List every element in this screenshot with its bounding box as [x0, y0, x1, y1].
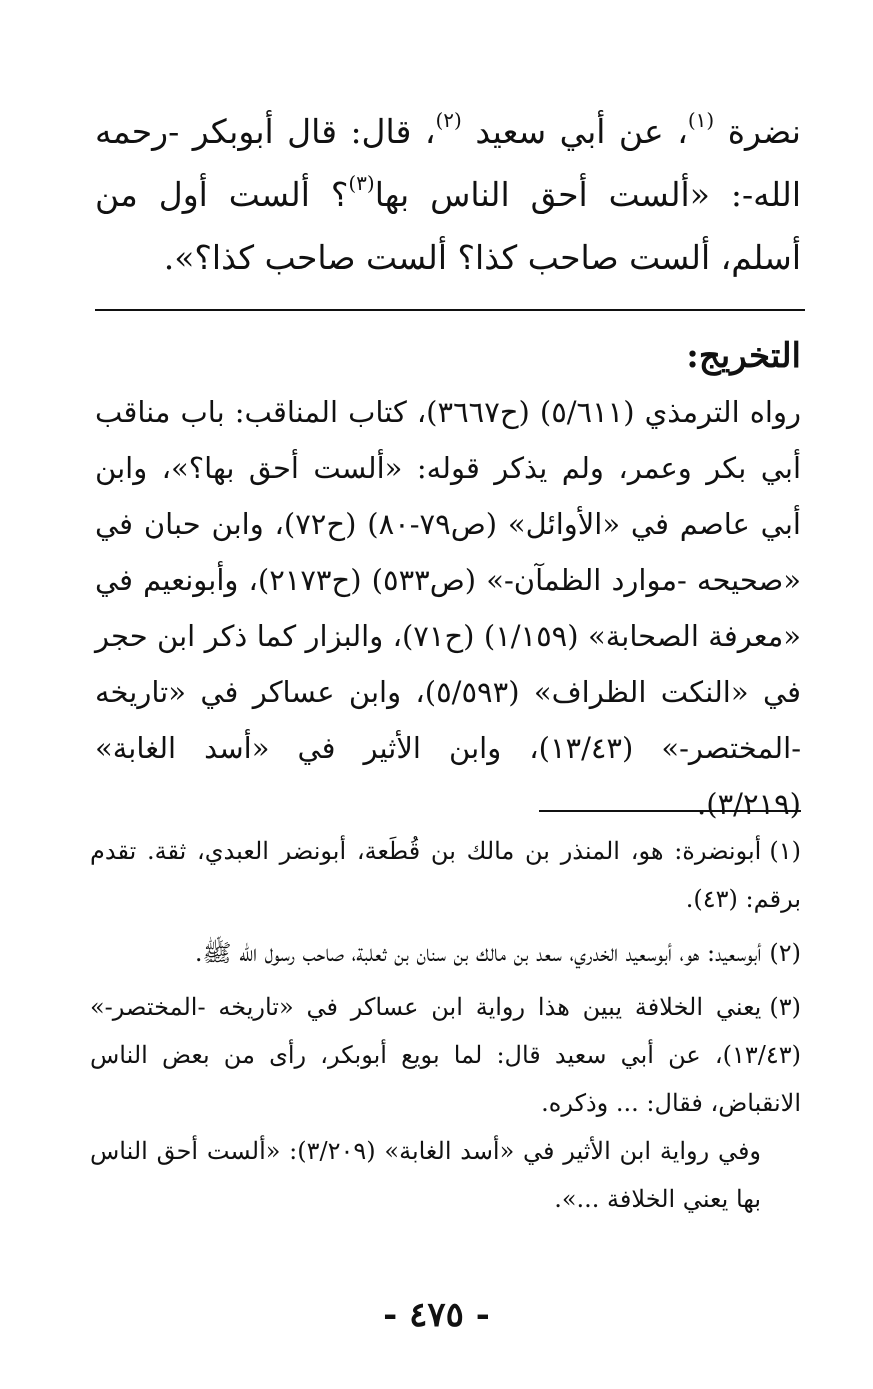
footnote-ref-1[interactable]: (١) — [687, 108, 715, 132]
footnote-continuation: وفي رواية ابن الأثير في «أسد الغابة» (٣/٢٠٩): «ألست أحق الناس بها يعني الخلافة ...». — [90, 1137, 762, 1213]
footnote-3 — [90, 983, 801, 1223]
footnote-number: (٣) — [769, 993, 801, 1021]
footnote-text: يعني الخلافة يبين هذا رواية ابن عساكر في «تاريخه -المختصر-» (١٣/٤٣)، عن أبي سعيد قال: لما بويع أبوبكر، رأى من بعض الناس الانقباض، فقال: ... وذكره. — [90, 993, 801, 1117]
footnote-1 — [90, 827, 801, 923]
section-heading: التخريج: — [686, 336, 801, 376]
footnote-number: (١) — [769, 837, 801, 865]
footnote-2 — [90, 929, 801, 977]
main-text-part-5: ؟ ألست أول من أسلم، ألست صاحب كذا؟ ألست صاحب كذا؟». — [95, 175, 801, 277]
main-text — [95, 100, 801, 289]
footnote-ref-3[interactable]: (٣) — [348, 171, 375, 195]
footnotes-divider — [539, 810, 801, 812]
main-text-part-4: «ألست أحق الناس بها — [374, 175, 710, 214]
main-text-part-1: نضرة — [727, 112, 801, 151]
section-divider — [95, 309, 805, 311]
footnote-number: (٢) — [769, 939, 801, 967]
main-text-part-3: ، قال: قال أبوبكر -رحمه الله-: — [95, 112, 801, 214]
main-paragraph — [95, 100, 801, 289]
takhrij-paragraph: رواه الترمذي (٥/٦١١) (ح٣٦٦٧)، كتاب المناقب: باب مناقب أبي بكر وعمر، ولم يذكر قوله: «ألست أحق بها؟»، وابن أبي عاصم في «الأوائل» (ص٧٩-٨٠) (ح٧٢)، وابن حبان في «صحيحه -موارد الظمآن-» (ص٥٣٣) (ح٢١٧٣)، وأبونعيم في «معرفة الصحابة» (١/١٥٩) (ح٧١)، والبزار كما ذكر ابن حجر في «النكت الظراف» (٥/٥٩٣)، وابن عساكر في «تاريخه -المختصر-» (١٣/٤٣)، وابن الأثير في «أسد الغابة» (٣/٢١٩). — [95, 395, 802, 821]
footnote-text: أبونضرة: هو، المنذر بن مالك بن قُطَعة، أبونضر العبدي، ثقة. تقدم برقم: (٤٣). — [90, 837, 801, 913]
page-number: - ٤٧٥ - — [383, 1295, 490, 1335]
takhrij-section — [95, 384, 801, 832]
footnotes — [90, 827, 801, 1229]
footnote-text: أبوسعيد: هو، أبوسعيد الخدري، سعد بن مالك بن سنان بن ثعلبة، صاحب رسول الله ﷺ. — [194, 939, 762, 967]
main-text-part-2: ، عن أبي سعيد — [475, 112, 688, 151]
footnote-ref-2[interactable]: (٢) — [435, 108, 462, 132]
